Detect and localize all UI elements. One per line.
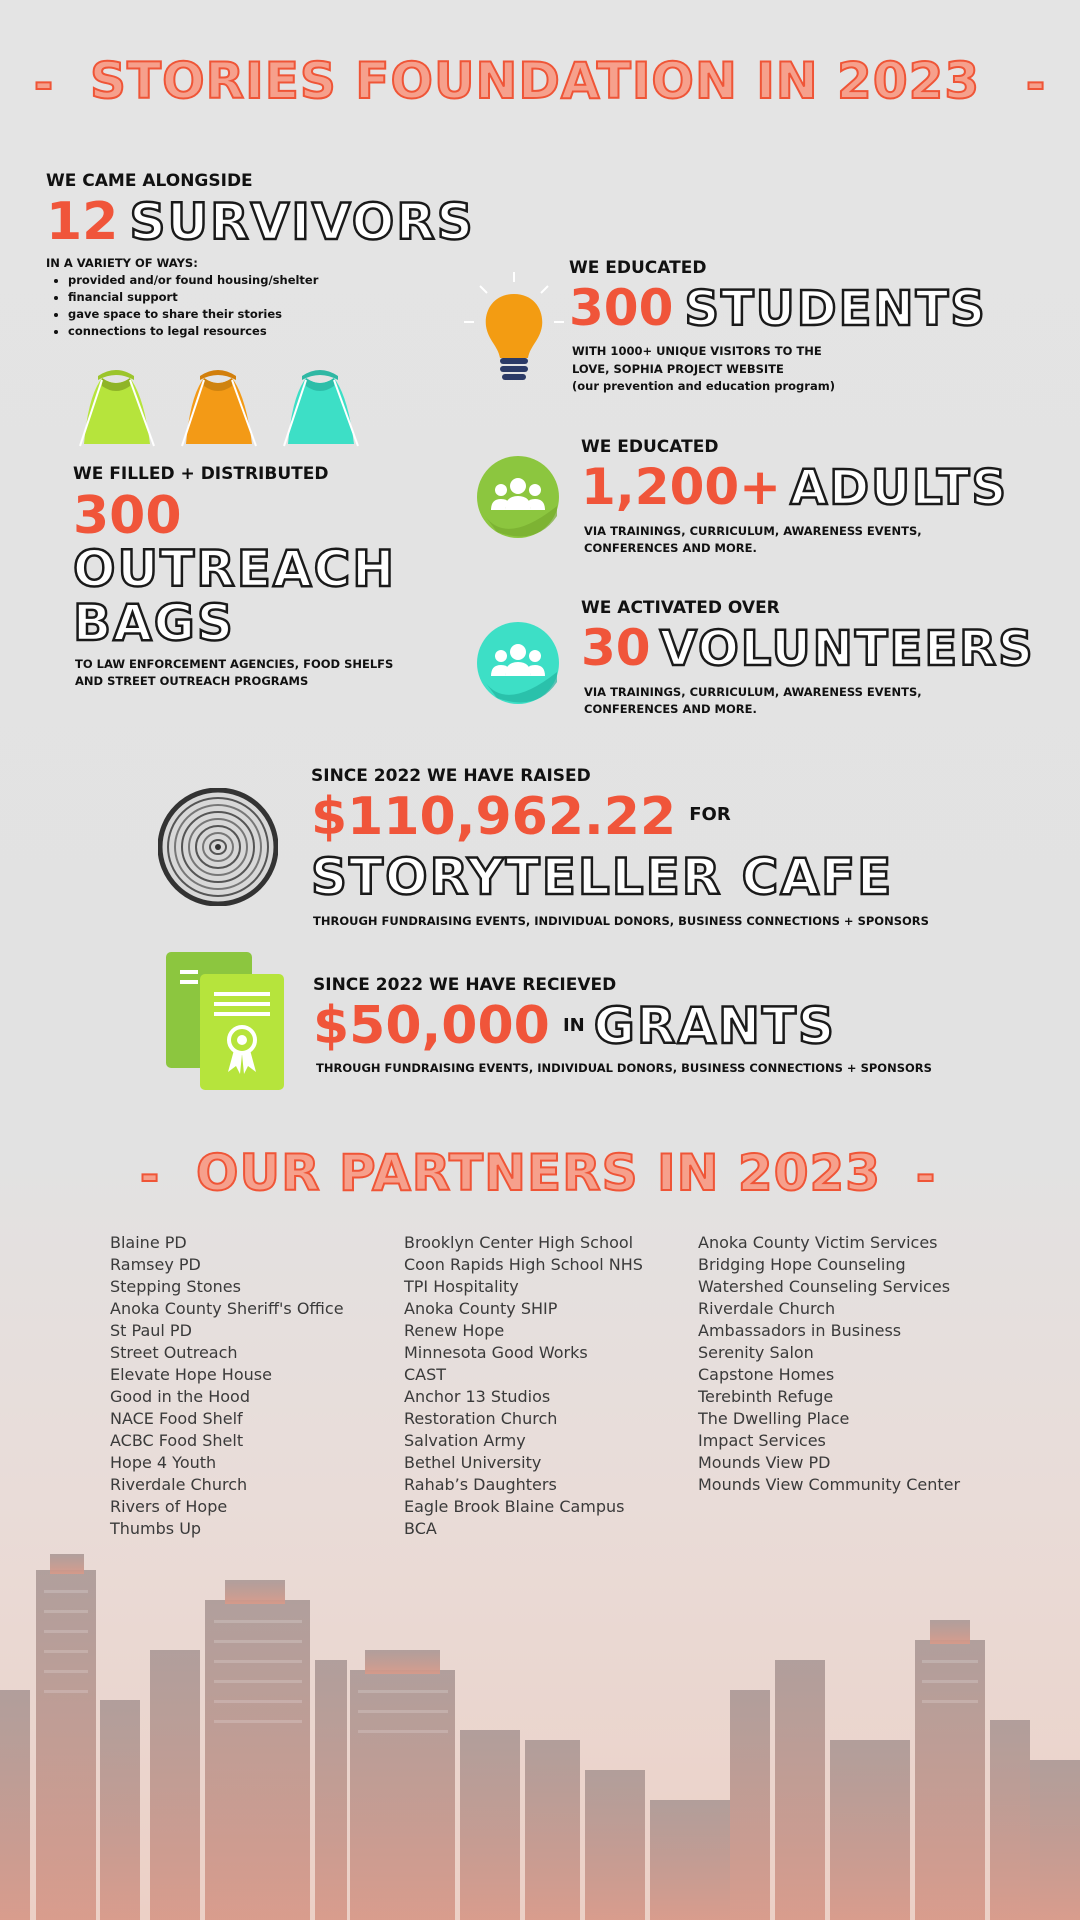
list-item: CAST [404,1365,447,1384]
bags-note-line2: AND STREET OUTREACH PROGRAMS [75,674,309,688]
list-item: Serenity Salon [698,1343,814,1362]
raised-intro: SINCE 2022 WE HAVE RAISED [311,766,591,786]
adults-intro: WE EDUCATED [581,437,719,457]
title-dash-right: - [1026,56,1047,110]
list-item: ACBC Food Shelt [110,1431,244,1450]
partners-column-2 [404,1232,643,1540]
lightbulb-icon [462,270,566,386]
list-item: Anoka County Victim Services [698,1233,938,1252]
list-item: Salvation Army [404,1431,526,1450]
drawstring-bag-icon [74,366,158,450]
students-number: 300 [569,279,674,337]
adults-word: ADULTS [790,460,1009,516]
list-item: Mounds View PD [698,1453,831,1472]
people-group-icon [477,456,559,538]
survivors-ways-list [46,272,406,340]
bags-word-line2: BAGS [73,594,235,652]
partners-column-3 [698,1232,960,1496]
list-item: Anoka County SHIP [404,1299,558,1318]
list-item: Watershed Counseling Services [698,1277,951,1296]
raised-headline [311,787,731,847]
list-item: St Paul PD [110,1321,192,1340]
bags-word-line1: OUTREACH [73,540,397,598]
grants-note: THROUGH FUNDRAISING EVENTS, INDIVIDUAL DONORS, BUSINESS CONNECTIONS + SPONSORS [316,1061,932,1075]
survivors-intro: WE CAME ALONGSIDE [46,171,253,191]
partners-column-1 [110,1232,344,1540]
list-item: Renew Hope [404,1321,505,1340]
list-item: Good in the Hood [110,1387,250,1406]
bags-number: 300 [73,486,182,546]
list-item: Impact Services [698,1431,826,1450]
survivors-ways [46,256,406,340]
list-item: Street Outreach [110,1343,238,1362]
students-headline [569,279,987,337]
volunteers-number: 30 [581,619,651,677]
survivors-number: 12 [46,192,119,252]
adults-note-line2: CONFERENCES AND MORE. [584,541,757,555]
drawstring-bag-icon [278,366,362,450]
list-item: Brooklyn Center High School [404,1233,634,1252]
students-word: STUDENTS [684,281,987,337]
raised-note: THROUGH FUNDRAISING EVENTS, INDIVIDUAL DONORS, BUSINESS CONNECTIONS + SPONSORS [313,914,929,928]
certificate-icon [164,950,286,1092]
list-item: Thumbs Up [110,1519,202,1538]
list-item: Terebinth Refuge [698,1387,834,1406]
list-item: BCA [404,1519,437,1538]
survivors-headline [46,192,475,252]
list-item: Ramsey PD [110,1255,201,1274]
students-note-line3: (our prevention and education program) [572,379,835,393]
list-item: Hope 4 Youth [110,1453,217,1472]
people-group-icon [477,622,559,704]
adults-number: 1,200+ [581,458,782,516]
drawstring-bag-icon [176,366,260,450]
grants-word: GRANTS [593,997,836,1055]
list-item: Coon Rapids High School NHS [404,1255,643,1274]
list-item: • financial support [68,289,406,306]
grants-amount: $50,000 [313,996,550,1056]
list-item: Riverdale Church [110,1475,248,1494]
page-title: STORIES FOUNDATION IN 2023 [90,52,981,110]
students-note-line1: WITH 1000+ UNIQUE VISITORS TO THE [572,344,822,358]
partners-title: OUR PARTNERS IN 2023 [196,1144,882,1202]
list-item: Eagle Brook Blaine Campus [404,1497,625,1516]
list-item: Minnesota Good Works [404,1343,588,1362]
grants-headline [313,996,836,1056]
volunteers-word: VOLUNTEERS [659,621,1035,677]
list-item: Ambassadors in Business [698,1321,902,1340]
list-item: Blaine PD [110,1233,187,1252]
list-item: • gave space to share their stories [68,306,406,323]
adults-note-line1: VIA TRAININGS, CURRICULUM, AWARENESS EVENTS, [584,524,922,538]
list-item: • provided and/or found housing/shelter [68,272,406,289]
list-item: Anoka County Sheriff's Office [110,1299,344,1318]
list-item: Mounds View Community Center [698,1475,961,1494]
grants-intro: SINCE 2022 WE HAVE RECIEVED [313,975,617,995]
adults-headline [581,458,1008,516]
title-dash-left: - [34,56,55,110]
students-note-line2: LOVE, SOPHIA PROJECT WEBSITE [572,362,784,376]
raised-amount: $110,962.22 [311,787,677,847]
list-item: Capstone Homes [698,1365,835,1384]
list-item: The Dwelling Place [698,1409,850,1428]
bags-note-line1: TO LAW ENFORCEMENT AGENCIES, FOOD SHELFS [75,657,394,671]
partners-dash-right: - [916,1148,937,1202]
volunteers-note-line2: CONFERENCES AND MORE. [584,702,757,716]
list-item: Rahab’s Daughters [404,1475,557,1494]
volunteers-headline [581,619,1035,677]
list-item: Bridging Hope Counseling [698,1255,906,1274]
list-item: Riverdale Church [698,1299,836,1318]
list-item: Bethel University [404,1453,542,1472]
partners-dash-left: - [140,1148,161,1202]
city-skyline [0,1540,1080,1920]
students-intro: WE EDUCATED [569,258,707,278]
list-item: Stepping Stones [110,1277,241,1296]
survivors-word: SURVIVORS [129,193,475,251]
survivors-ways-label: IN A VARIETY OF WAYS: [46,256,198,270]
tree-rings-icon [158,788,278,906]
bags-intro: WE FILLED + DISTRIBUTED [73,464,329,484]
raised-word: STORYTELLER CAFE [311,848,894,906]
list-item: • connections to legal resources [68,323,406,340]
list-item: NACE Food Shelf [110,1409,243,1428]
volunteers-note-line1: VIA TRAININGS, CURRICULUM, AWARENESS EVENTS, [584,685,922,699]
list-item: Rivers of Hope [110,1497,228,1516]
raised-connector: FOR [689,804,731,825]
list-item: Restoration Church [404,1409,558,1428]
list-item: Elevate Hope House [110,1365,272,1384]
list-item: Anchor 13 Studios [404,1387,551,1406]
volunteers-intro: WE ACTIVATED OVER [581,598,780,618]
list-item: TPI Hospitality [404,1277,519,1296]
grants-connector: IN [562,1015,585,1036]
